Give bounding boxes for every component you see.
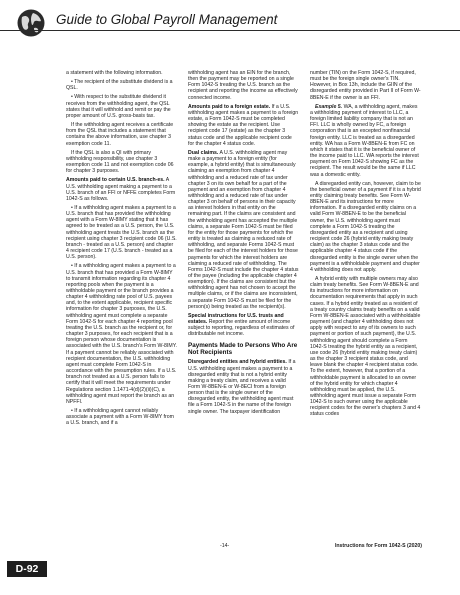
- paragraph-text: A U.S. withholding agent making a payment to a U.S. branch of an FFI or NFFE completes Form 1042-S as follows.: [66, 177, 176, 202]
- column-1: [66, 70, 177, 429]
- page-number: -14-: [220, 543, 230, 549]
- header-title: Guide to Global Payroll Management: [56, 12, 278, 27]
- paragraph-text: If a U.S. withholding agent makes a payment to a disregarded entity that is not a hybrid entity making a treaty claim, and receives a valid Form W-8BEN-E or W-8ECI from a foreign person that is the single owner of the disregarded entity, the withholding agent must file a Form 1042-S in the name of the foreign single owner. The taxpayer identification: [188, 359, 296, 415]
- page-tab: D-92: [7, 561, 47, 577]
- paragraph: [188, 313, 299, 338]
- paragraph: [188, 359, 299, 414]
- paragraph-text: WA, a withholding agent, makes a withholding payment of interest to LLC, a foreign limited liability company that is not an FFI. LLC is wholly owned by FC, a foreign corporation that is an excepted nonfinancial foreign entity. LLC is treated as a disregarded entity. WA has a Form W-8BEN-E from FC on which it states that it is the beneficial owner of the income paid to LLC. WA reports the interest payment on Form 1042-S showing FC as the recipient. The result would be the same if LLC was a domestic entity.: [310, 103, 419, 178]
- run-in-heading: Disregarded entities and hybrid entities.: [188, 359, 287, 366]
- paragraph: number (TIN) on the Form 1042-S, if required, must be the foreign single owner's TIN. However, in Box 13h, include the GIIN of the disregarded entity provided in Part II of Form W-8BEN-E if the owner is an FFI.: [310, 70, 421, 101]
- bullet-item: • If a withholding agent makes a payment to a U.S. branch that has provided the withholding agent with a Form W-8IMY stating that it has agreed to be treated as a U.S. person, the U.S. withholding agent treats the U.S. branch as the recipient using chapter 3 recipient code 06 (U.S. branch - treated as a U.S. person) and chapter 4 recipient code 17 (U.S. branch - treated as a U.S. person).: [66, 204, 177, 261]
- paragraph: A hybrid entity with multiple owners may also claim treaty benefits. See Form W-8BEN-E and its instructions for more information on documentation requirements that apply in such cases. If a hybrid entity treated as a resident of a treaty country claims treaty benefits on a valid Form W-8BEN-E associated with a withholdable payment (and chapter 4 withholding does not apply with respect to any of its owners to such payment or portion of such payment), the U.S. withholding agent should complete a Form 1042-S treating the hybrid entity as a recipient, use code 26 (hybrid entity making treaty claim) as the chapter 3 recipient status code, and leave blank the chapter 4 recipient status code. To the extent, however, that a portion of a withholdable payment is allocated to an owner of the hybrid entity for which chapter 4 withholding must be applied, the U.S. withholding agent must issue a separate Form 1042-S to such owner using the applicable recipient codes for the owner's chapters 3 and 4 status codes: [310, 276, 421, 418]
- run-in-heading: Amounts paid to a foreign estate.: [188, 103, 271, 110]
- paragraph: [188, 104, 299, 147]
- example-label: Example 5.: [315, 103, 343, 110]
- column-2: [188, 70, 299, 418]
- paragraph: If the withholding agent receives a certificate from the QSL that includes a statement that contains the above information, use chapter 3 exemption code 11.: [66, 122, 174, 147]
- paragraph: [188, 150, 299, 310]
- bullet-item: • If a withholding agent makes a payment to a U.S. branch that has provided a Form W-8IMY to transmit information regarding its chapter 4 reporting pools when the payment is a withholdable payment or the branch provides a chapter 4 withholding rate pool of U.S. payees and, to the extent applicable, recipient specific information for chapter 3 purposes, the U.S. withholding agent must complete a separate Form 1042-S for each chapter 4 reporting pool treating the U.S. branch as the recipient or, for chapter 3 purposes, for each recipient that is a foreign person whose documentation is associated with the U.S. branch's Form W-8IMY. If a payment cannot be reliably associated with recipient documentation, the U.S. withholding agent must complete Form 1042-S in accordance with the presumption rules. If a U.S. branch not treated as a U.S. person fails to certify that it will meet the requirements under Regulations section 1.1471-4(d)(2)(ii)(C), a withholding agent must report the branch as an NPFFI.: [66, 263, 177, 405]
- footer-instructions: Instructions for Form 1042-S (2020): [334, 543, 422, 549]
- run-in-heading: Amounts paid to certain U.S. branch-es.: [66, 177, 165, 184]
- section-heading: Payments Made to Persons Who Are Not Recipients: [188, 341, 298, 356]
- paragraph: A disregarded entity can, however, claim to be the beneficial owner of a payment if it is a hybrid entity claiming treaty benefits. See Form W-8BEN-E and its instructions for more information. If a disregarded entity claims on a valid Form W-8BEN-E to be the beneficial owner, the U.S. withholding agent must complete a Form 1042-S treating the disregarded entity as a recipient and using recipient code 26 (hybrid entity making treaty claim) as the chapter 3 status code and the applicable chapter 4 status code if the disregarded entity is the single owner when the payment is a withholdable payment and chapter 4 withholding does not apply.: [310, 180, 421, 273]
- paragraph: [66, 177, 177, 202]
- paragraph-text: Report the entire amount of income subject to reporting, regardless of estimates of distributable net income.: [188, 319, 295, 338]
- bullet-item: • If a withholding agent cannot reliably associate a payment with a Form W-8IMY from a U.S. branch, and if a: [66, 407, 174, 427]
- column-3: [310, 70, 421, 421]
- page-footer: [66, 543, 422, 553]
- paragraph: [310, 104, 421, 178]
- paragraph: If the QSL is also a QI with primary withholding responsibility, use chapter 3 exemption code 11 and not exemption code 06 for chapter 3 purposes.: [66, 149, 174, 175]
- run-in-heading: Special instructions for U.S. trusts and estates.: [188, 312, 284, 326]
- paragraph-text: A U.S. withholding agent may make a payment to a foreign entity (for example, a hybrid entity) that is simultaneously claiming an exemption from chapter 4 withholding and a reduced rate of tax under chapter 3 on its own behalf for a part of the payment and an exemption from chapter 4 withholding and a reduced rate of tax under chapter 3 on behalf of persons in their capacity as interest holders in that entity on the remaining part. If the claims are consistent and the withholding agent has accepted the multiple claims, a separate Form 1042-S must be filed for the entity for those payments for which the entity is treated as claiming a reduced rate of withholding, and separate Forms 1042-S must be filed for each of the interest holders for those payments for which the interest holders are claiming a reduced rate of withholding. The Forms 1042-S must include the chapter 4 status of the payee (including the applicable chapter 4 exemption). If the claims are consistent but the withholding agent has not chosen to accept the multiple claims, or if the claims are inconsistent, a separate Form 1042-S must be filed for the person(s) being treated as the recipient(s).: [188, 149, 299, 310]
- paragraph: a statement with the following information.: [66, 70, 163, 76]
- paragraph: withholding agent has an EIN for the branch, then the payment may be reported on a single Form 1042-S treating the U.S. branch as the recipient and reporting the income as effectively connected income.: [188, 70, 298, 101]
- bullet-item: • With respect to the substitute dividend it receives from the withholding agent, the QSL states that it will withhold and remit or pay the proper amount of U.S. gross-basis tax.: [66, 94, 171, 119]
- bullet-item: • The recipient of the substitute dividend is a QSL.: [66, 79, 173, 92]
- run-in-heading: Dual claims.: [188, 149, 219, 156]
- paragraph-text: If a U.S. withholding agent makes a payment to a foreign estate, a Form 1042-S must be completed showing the estate as the recipient. Use recipient code 17 (estate) as the chapter 3 status code and the applicable recipient code for the chapter 4 status code.: [188, 103, 299, 147]
- globe-icon: [16, 8, 46, 38]
- page-body: [66, 70, 422, 540]
- page-header: [0, 0, 460, 44]
- header-rule: [0, 30, 460, 31]
